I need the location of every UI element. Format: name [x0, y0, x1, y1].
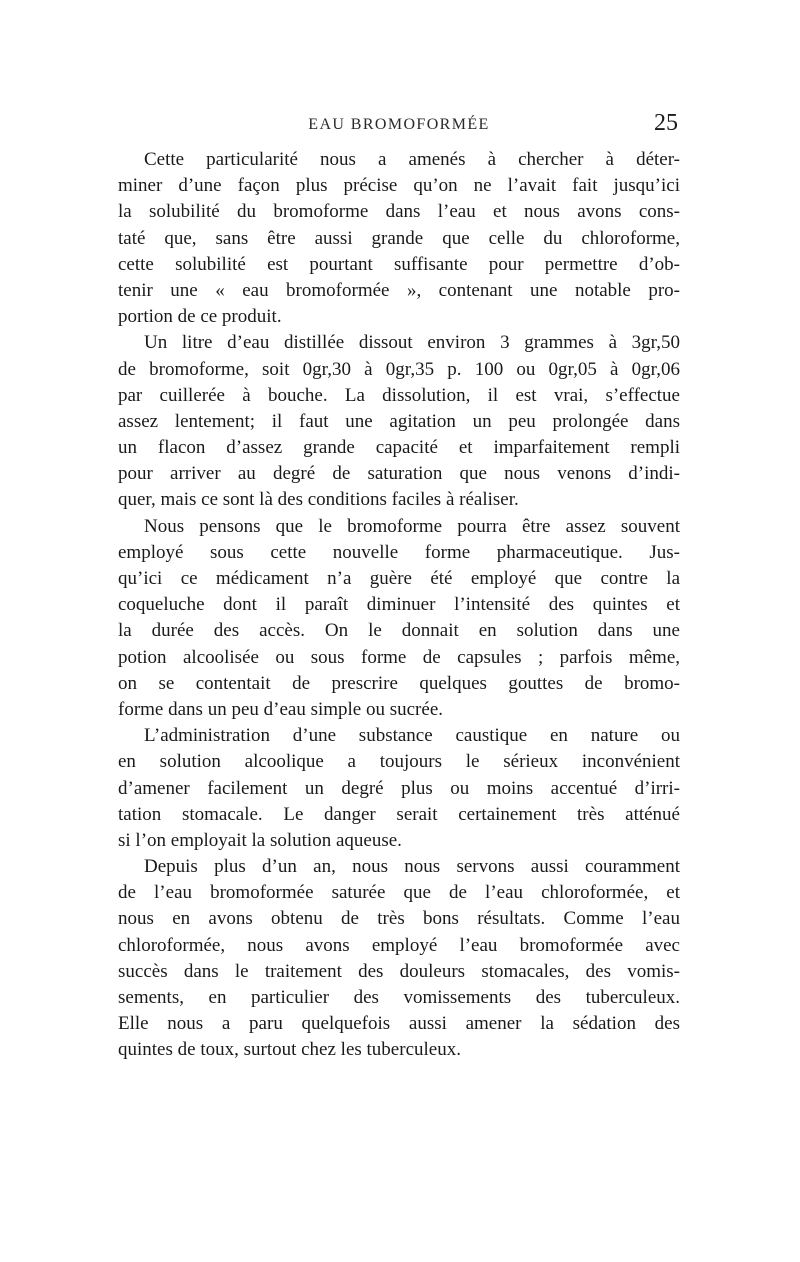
- text-line: assez lentement; il faut une agitation un peu prolongée dans: [118, 410, 680, 432]
- paragraph-dissolution: [118, 330, 680, 513]
- text-line: chloroformée, nous avons employé l’eau bromoformée avec: [118, 934, 680, 956]
- text-line: Un litre d’eau distillée dissout environ 3 grammes à 3gr,50: [144, 332, 680, 354]
- text-line: qu’ici ce médicament n’a guère été employé que contre la: [118, 568, 680, 589]
- text-line: taté que, sans être aussi grande que celle du chloroforme,: [118, 227, 680, 249]
- text-line: un flacon d’assez grande capacité et imparfaitement rempli: [118, 437, 680, 459]
- text-line: portion de ce produit.: [118, 306, 282, 328]
- text-line: Elle nous a paru quelquefois aussi amener la sédation des: [118, 1013, 680, 1035]
- text-line: par cuillerée à bouche. La dissolution, il est vrai, s’effectue: [118, 384, 680, 406]
- text-line: sements, en particulier des vomissements des tuberculeux.: [118, 987, 680, 1008]
- body-text: [118, 147, 680, 1064]
- text-line: on se contentait de prescrire quelques gouttes de bromo-: [118, 672, 680, 694]
- text-line: miner d’une façon plus précise qu’on ne l’avait fait jusqu’ici: [118, 175, 680, 197]
- text-line: nous en avons obtenu de très bons résultats. Comme l’eau: [118, 908, 680, 930]
- paragraph-solubility: [118, 147, 680, 330]
- page-number: 25: [654, 110, 678, 136]
- text-line: la durée des accès. On le donnait en solution dans une: [118, 620, 680, 642]
- paragraph-results: [118, 854, 680, 1064]
- text-line: d’amener facilement un degré plus ou moins accentué d’irri-: [118, 777, 680, 799]
- text-line: cette solubilité est pourtant suffisante pour permettre d’ob-: [118, 253, 680, 275]
- text-line: Cette particularité nous a amenés à chercher à déter-: [144, 149, 680, 170]
- running-header: [118, 110, 680, 140]
- paragraph-administration: [118, 723, 680, 854]
- text-line: quer, mais ce sont là des conditions faciles à réaliser.: [118, 489, 519, 511]
- text-line: la solubilité du bromoforme dans l’eau et nous avons cons-: [118, 201, 680, 223]
- text-line: employé sous cette nouvelle forme pharmaceutique. Jus-: [118, 541, 680, 563]
- text-line: Nous pensons que le bromoforme pourra être assez souvent: [144, 515, 680, 537]
- text-line: si l’on employait la solution aqueuse.: [118, 829, 402, 851]
- text-line: succès dans le traitement des douleurs stomacales, des vomis-: [118, 960, 680, 982]
- text-line: Depuis plus d’un an, nous nous servons aussi couramment: [144, 856, 680, 878]
- text-line: de l’eau bromoformée saturée que de l’eau chloroformée, et: [118, 882, 680, 904]
- running-title: EAU BROMOFORMÉE: [308, 116, 490, 133]
- text-line: forme dans un peu d’eau simple ou sucrée.: [118, 698, 444, 720]
- text-line: quintes de toux, surtout chez les tuberculeux.: [118, 1039, 461, 1061]
- text-line: potion alcoolisée ou sous forme de capsules ; parfois même,: [118, 646, 680, 668]
- text-line: L’administration d’une substance caustique en nature ou: [144, 725, 680, 747]
- text-line: pour arriver au degré de saturation que nous venons d’indi-: [118, 463, 680, 485]
- paragraph-pharmaceutical-form: [118, 514, 680, 724]
- text-line: coqueluche dont il paraît diminuer l’intensité des quintes et: [118, 594, 680, 616]
- text-line: de bromoforme, soit 0gr,30 à 0gr,35 p. 100 ou 0gr,05 à 0gr,06: [118, 358, 680, 380]
- text-line: tenir une « eau bromoformée », contenant une notable pro-: [118, 279, 680, 301]
- text-line: en solution alcoolique a toujours le sérieux inconvénient: [118, 751, 680, 773]
- text-line: tation stomacale. Le danger serait certainement très atténué: [118, 803, 680, 825]
